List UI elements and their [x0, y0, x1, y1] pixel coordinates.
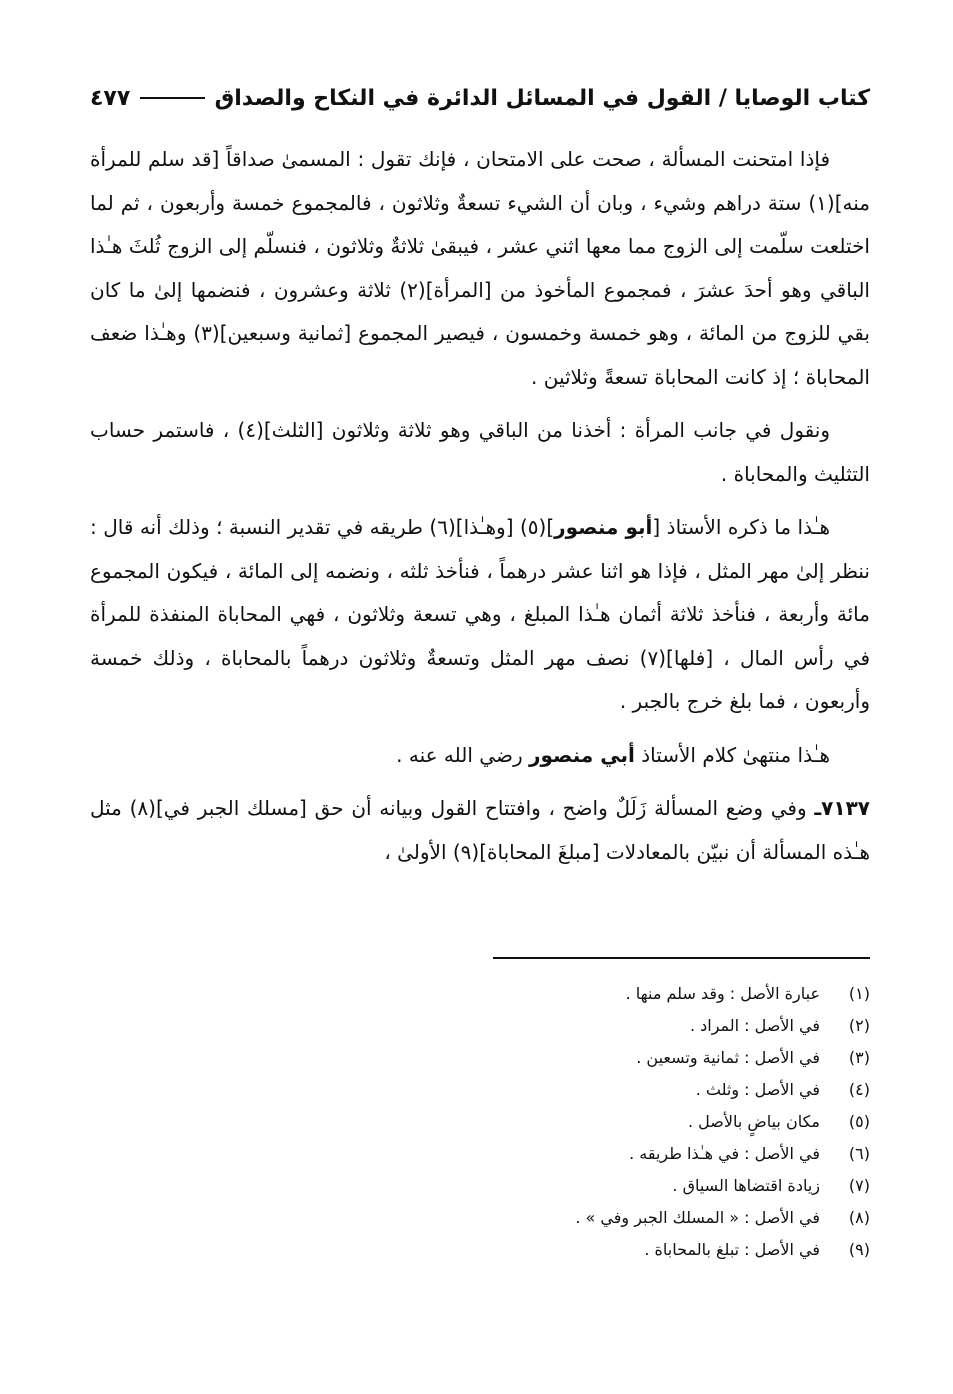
issue-number: ٧١٣٧ـ	[814, 796, 870, 820]
running-header	[90, 78, 870, 118]
scholar-name: أبي منصور	[528, 742, 635, 767]
paragraph-1: فإذا امتحنت المسألة ، صحت على الامتحان ، فإنك تقول : المسمىٰ صداقاً [قد سلم للمرأة منه](١) ستة دراهم وشيء ، وبان أن الشيء تسعةٌ وثلاثون ، فالمجموع خمسة وأربعون ، ثم لما اختلعت سلّمت إلى الزوج مما معها اثني عشر ، فيبقىٰ ثلاثةٌ وثلاثون ، فنسلّم إلى الزوج ثُلثَ هـٰذا الباقي وهو أحدَ عشرَ ، فمجموع المأخوذ من [المرأة](٢) ثلاثة وعشرون ، فنضمها إلىٰ ما كان بقي للزوج من المائة ، وهو خمسة وخمسون ، فيصير المجموع [ثمانية وسبعين](٣) وهـٰذا ضعف المحاباة ؛ إذ كانت المحاباة تسعةً وثلاثين .	[90, 147, 870, 389]
footnote-text: في الأصل : « المسلك الجبر وفي » .	[575, 1208, 820, 1227]
paragraph-4-lead: هـٰذا منتهىٰ كلام الأستاذ	[634, 742, 830, 767]
footnote-item	[90, 1234, 870, 1266]
paragraph-5	[90, 787, 870, 874]
paragraph-2: ونقول في جانب المرأة : أخذنا من الباقي وهو ثلاثة وثلاثون [الثلث](٤) ، فاستمر حساب التثليث والمحاباة .	[90, 418, 870, 486]
footnote-text: في الأصل : المراد .	[689, 1016, 820, 1035]
footnote-item	[90, 1010, 870, 1042]
footnote-item	[90, 1074, 870, 1106]
footnote-number: (٥)	[848, 1112, 870, 1131]
footnote-item	[90, 1170, 870, 1202]
paragraph-3	[90, 506, 870, 724]
footnote-number: (٤)	[848, 1080, 870, 1099]
paragraph-3-rest: ](٥) [وهـٰذا](٦) طريقه في تقدير النسبة ؛ وذلك أنه قال : ننظر إلىٰ مهر المثل ، فإذا هو اثنا عشر درهماً ، فنأخذ ثلثه ، ونضمه إلى المائة ، فيكون المجموع مائة وأربعة ، فنأخذ ثلاثة أثمان هـٰذا المبلغ ، وهي تسعة وثلاثون ، فهي المحاباة المنفذة للمرأة في رأس المال ، [فلها](٧) نصف مهر المثل وتسعةٌ وثلاثون درهماً بالمحاباة ، وذلك خمسة وأربعون ، فما بلغ خرج بالجبر .	[90, 515, 871, 713]
footnote-item	[90, 1138, 870, 1170]
footnote-text: في الأصل : ثمانية وتسعين .	[636, 1048, 820, 1067]
paragraph-4	[90, 734, 870, 778]
footnote-text: عبارة الأصل : وقد سلم منها .	[625, 984, 820, 1003]
footnote-item	[90, 1042, 870, 1074]
footnote-item	[90, 1202, 870, 1234]
footnote-text: مكان بياضٍ بالأصل .	[687, 1112, 820, 1131]
scholar-name: أبو منصور	[554, 515, 653, 539]
footnote-number: (٣)	[848, 1048, 870, 1067]
footnote-text: في الأصل : تبلغ بالمحاباة .	[644, 1240, 820, 1259]
main-text	[90, 138, 870, 874]
footnote-text: في الأصل : وثلث .	[695, 1080, 820, 1099]
paragraph-3-lead: هـٰذا ما ذكره الأستاذ [	[652, 515, 830, 539]
footnote-number: (٢)	[848, 1016, 870, 1035]
footnote-text: في الأصل : في هـٰذا طريقه .	[629, 1144, 820, 1163]
paragraph-5-text: وفي وضع المسألة زَلَلٌ واضح ، وافتتاح القول وبيانه أن حق [مسلك الجبر في](٨) مثل هـٰذه المسألة أن نبيّن بالمعادلات [مبلغَ المحاباة](٩) الأولىٰ ،	[90, 796, 870, 864]
footnotes-list	[90, 978, 870, 1266]
footnote-separator	[493, 957, 870, 959]
footnote-number: (١)	[848, 984, 870, 1003]
footnote-item	[90, 978, 870, 1010]
footnote-number: (٧)	[848, 1176, 870, 1195]
footnote-text: زيادة اقتضاها السياق .	[672, 1176, 820, 1195]
footnote-number: (٩)	[848, 1240, 870, 1259]
footnote-number: (٦)	[848, 1144, 870, 1163]
footnote-item	[90, 1106, 870, 1138]
running-title: كتاب الوصايا / القول في المسائل الدائرة في النكاح والصداق	[214, 85, 870, 111]
header-rule	[140, 97, 204, 99]
footnote-number: (٨)	[848, 1208, 870, 1227]
page-number: ٤٧٧	[90, 85, 131, 111]
paragraph-4-rest: رضي الله عنه .	[396, 742, 529, 767]
